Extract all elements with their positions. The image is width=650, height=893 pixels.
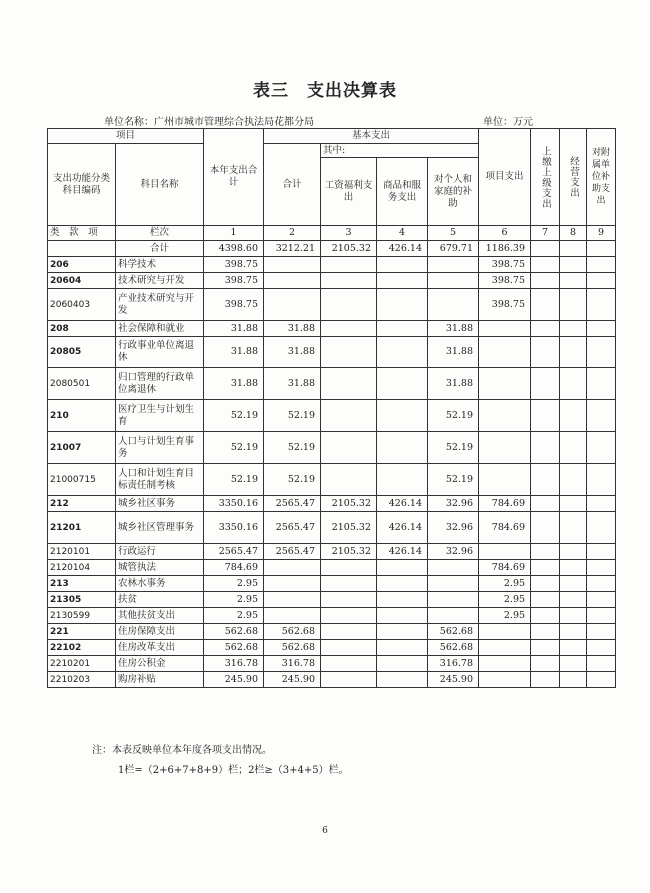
col-num: 3: [321, 226, 377, 241]
row-value-c4: [377, 608, 428, 624]
row-value-c3: [321, 337, 377, 368]
row-subject-name: 城管执法: [116, 560, 204, 576]
row-value-c4: [377, 368, 428, 400]
row-value-c6: 2.95: [479, 592, 531, 608]
row-value-c8: [560, 560, 587, 576]
row-value-c8: [560, 624, 587, 640]
row-value-c8: [560, 368, 587, 400]
row-value-c7: [531, 608, 560, 624]
header-project: 项目支出: [479, 129, 531, 226]
row-value-c3: [321, 560, 377, 576]
row-value-c4: 426.14: [377, 512, 428, 544]
row-value-c4: [377, 672, 428, 688]
total-value: 3212.21: [264, 241, 321, 257]
header-basic-expense: 基本支出: [264, 129, 479, 144]
row-value-c4: [377, 321, 428, 337]
row-value-c3: 2105.32: [321, 496, 377, 512]
row-code: 221: [48, 624, 116, 640]
row-value-c8: [560, 656, 587, 672]
row-value-c9: [587, 608, 616, 624]
row-value-c6: [479, 337, 531, 368]
table-row: [48, 640, 616, 656]
header-subject-name: 科目名称: [116, 144, 204, 226]
table-row: [48, 656, 616, 672]
header-among: 其中:: [321, 144, 479, 158]
row-code: 206: [48, 257, 116, 273]
row-value-c6: 2.95: [479, 608, 531, 624]
row-value-c2: 52.19: [264, 464, 321, 496]
row-value-c5: 31.88: [428, 321, 479, 337]
row-value-c4: [377, 257, 428, 273]
total-value: [587, 241, 616, 257]
row-value-c1: 2565.47: [204, 544, 264, 560]
row-value-c7: [531, 400, 560, 432]
row-value-c2: 2565.47: [264, 512, 321, 544]
row-value-c3: [321, 464, 377, 496]
row-value-c8: [560, 273, 587, 289]
row-value-c2: 245.90: [264, 672, 321, 688]
row-value-c6: [479, 368, 531, 400]
row-value-c2: [264, 608, 321, 624]
row-value-c2: [264, 273, 321, 289]
row-value-c1: 2.95: [204, 592, 264, 608]
table-row: [48, 496, 616, 512]
row-value-c6: [479, 624, 531, 640]
row-value-c9: [587, 496, 616, 512]
row-value-c6: 784.69: [479, 496, 531, 512]
row-value-c4: [377, 464, 428, 496]
row-code: 2120101: [48, 544, 116, 560]
row-value-c5: 52.19: [428, 432, 479, 464]
row-value-c3: [321, 672, 377, 688]
row-subject-name: 农林水事务: [116, 576, 204, 592]
row-value-c8: [560, 512, 587, 544]
row-value-c7: [531, 289, 560, 321]
row-value-c2: 562.68: [264, 640, 321, 656]
row-value-c4: [377, 432, 428, 464]
table-row: [48, 432, 616, 464]
row-value-c5: 562.68: [428, 624, 479, 640]
col-num: 8: [560, 226, 587, 241]
row-value-c3: [321, 321, 377, 337]
row-value-c8: [560, 640, 587, 656]
row-value-c8: [560, 672, 587, 688]
row-value-c2: 52.19: [264, 432, 321, 464]
table-row: [48, 592, 616, 608]
table-body: [48, 257, 616, 688]
row-subject-name: 城乡社区事务: [116, 496, 204, 512]
row-value-c9: [587, 512, 616, 544]
row-value-c3: [321, 608, 377, 624]
header-subsidy: 对附属单位补助支出: [587, 129, 616, 226]
row-value-c5: 562.68: [428, 640, 479, 656]
row-value-c9: [587, 289, 616, 321]
row-value-c7: [531, 432, 560, 464]
row-value-c5: [428, 608, 479, 624]
row-value-c7: [531, 368, 560, 400]
total-value: 1186.39: [479, 241, 531, 257]
row-value-c9: [587, 624, 616, 640]
row-code: 208: [48, 321, 116, 337]
row-value-c4: 426.14: [377, 496, 428, 512]
row-value-c6: 398.75: [479, 257, 531, 273]
header-personal: 对个人和家庭的补助: [428, 158, 479, 226]
row-value-c8: [560, 400, 587, 432]
col-num: 1: [204, 226, 264, 241]
row-value-c4: [377, 640, 428, 656]
col-num: 7: [531, 226, 560, 241]
row-value-c1: 245.90: [204, 672, 264, 688]
row-code: 2060403: [48, 289, 116, 321]
row-subject-name: 人口与计划生育事务: [116, 432, 204, 464]
total-value: 426.14: [377, 241, 428, 257]
page-number: 6: [322, 826, 328, 836]
row-value-c1: 562.68: [204, 624, 264, 640]
row-value-c6: 398.75: [479, 289, 531, 321]
row-code: 2210203: [48, 672, 116, 688]
row-value-c5: [428, 576, 479, 592]
total-value: [560, 241, 587, 257]
table-row: [48, 608, 616, 624]
row-value-c9: [587, 257, 616, 273]
row-subject-name: 行政事业单位离退休: [116, 337, 204, 368]
table-row: [48, 337, 616, 368]
col-num: 4: [377, 226, 428, 241]
row-value-c4: 426.14: [377, 544, 428, 560]
row-subject-name: 医疗卫生与计划生育: [116, 400, 204, 432]
row-subject-name: 行政运行: [116, 544, 204, 560]
row-code: 2120104: [48, 560, 116, 576]
row-value-c3: [321, 592, 377, 608]
row-subject-name: 其他扶贫支出: [116, 608, 204, 624]
row-subject-name: 产业技术研究与开发: [116, 289, 204, 321]
row-value-c2: 2565.47: [264, 496, 321, 512]
header-subtotal: 合计: [264, 144, 321, 226]
row-value-c7: [531, 672, 560, 688]
row-value-c1: 31.88: [204, 321, 264, 337]
note-line-2: 1栏=（2+6+7+8+9）栏；2栏≥（3+4+5）栏。: [118, 765, 349, 776]
row-value-c4: [377, 576, 428, 592]
row-value-c3: [321, 273, 377, 289]
expenditure-table: [47, 128, 616, 688]
row-value-c8: [560, 544, 587, 560]
row-value-c5: [428, 289, 479, 321]
row-subject-name: 技术研究与开发: [116, 273, 204, 289]
header-code: 支出功能分类科目编码: [48, 144, 116, 226]
row-value-c9: [587, 656, 616, 672]
row-value-c3: [321, 656, 377, 672]
row-value-c1: 3350.16: [204, 496, 264, 512]
row-value-c7: [531, 560, 560, 576]
row-value-c3: 2105.32: [321, 544, 377, 560]
row-code: 21201: [48, 512, 116, 544]
header-remit: 上缴上级支出: [531, 129, 560, 226]
row-value-c4: [377, 592, 428, 608]
row-code: 21007: [48, 432, 116, 464]
row-value-c5: [428, 257, 479, 273]
row-value-c9: [587, 368, 616, 400]
row-value-c2: [264, 257, 321, 273]
row-value-c2: 316.78: [264, 656, 321, 672]
row-value-c7: [531, 496, 560, 512]
row-value-c6: 398.75: [479, 273, 531, 289]
row-code: 213: [48, 576, 116, 592]
row-value-c3: [321, 640, 377, 656]
row-value-c9: [587, 273, 616, 289]
table-row: [48, 576, 616, 592]
row-value-c9: [587, 640, 616, 656]
row-value-c2: 2565.47: [264, 544, 321, 560]
row-subject-name: 扶贫: [116, 592, 204, 608]
total-label: 合计: [116, 241, 204, 257]
table-row: [48, 464, 616, 496]
row-value-c4: [377, 337, 428, 368]
row-value-c1: 784.69: [204, 560, 264, 576]
row-value-c6: [479, 672, 531, 688]
row-value-c8: [560, 608, 587, 624]
row-value-c8: [560, 576, 587, 592]
row-value-c3: [321, 432, 377, 464]
row-code: 20604: [48, 273, 116, 289]
row-value-c2: [264, 576, 321, 592]
row-value-c9: [587, 400, 616, 432]
row-value-c2: 31.88: [264, 321, 321, 337]
row-value-c6: [479, 321, 531, 337]
row-value-c6: [479, 544, 531, 560]
row-value-c8: [560, 289, 587, 321]
row-value-c1: 562.68: [204, 640, 264, 656]
table-row: [48, 289, 616, 321]
total-value: 4398.60: [204, 241, 264, 257]
row-code: 22102: [48, 640, 116, 656]
row-value-c4: [377, 656, 428, 672]
row-value-c5: 32.96: [428, 496, 479, 512]
row-subject-name: 购房补贴: [116, 672, 204, 688]
total-value: [531, 241, 560, 257]
row-value-c7: [531, 512, 560, 544]
row-value-c7: [531, 257, 560, 273]
unit-name: 单位名称：广州市城市管理综合执法局花都分局: [104, 117, 314, 128]
row-value-c8: [560, 321, 587, 337]
row-value-c3: 2105.32: [321, 512, 377, 544]
row-value-c6: [479, 432, 531, 464]
row-value-c9: [587, 432, 616, 464]
row-value-c7: [531, 656, 560, 672]
row-value-c7: [531, 544, 560, 560]
row-value-c9: [587, 560, 616, 576]
row-value-c8: [560, 496, 587, 512]
currency-unit: 单位：万元: [483, 117, 533, 128]
row-code: 2210201: [48, 656, 116, 672]
row-value-c5: [428, 273, 479, 289]
row-subject-name: 社会保障和就业: [116, 321, 204, 337]
header-year-total: 本年支出合计: [204, 129, 264, 226]
row-value-c1: 52.19: [204, 432, 264, 464]
row-value-c2: 52.19: [264, 400, 321, 432]
row-code: 2080501: [48, 368, 116, 400]
row-code: 210: [48, 400, 116, 432]
row-subject-name: 城乡社区管理事务: [116, 512, 204, 544]
row-value-c6: [479, 640, 531, 656]
table-row: [48, 273, 616, 289]
header-business: 经营支出: [560, 129, 587, 226]
row-value-c9: [587, 544, 616, 560]
row-value-c1: 3350.16: [204, 512, 264, 544]
total-value: 2105.32: [321, 241, 377, 257]
row-value-c9: [587, 337, 616, 368]
note-line-1: 注：本表反映单位本年度各项支出情况。: [92, 745, 272, 756]
row-value-c9: [587, 464, 616, 496]
row-value-c2: [264, 592, 321, 608]
row-code: 21305: [48, 592, 116, 608]
row-value-c7: [531, 640, 560, 656]
row-code: 20805: [48, 337, 116, 368]
row-value-c2: 31.88: [264, 368, 321, 400]
row-value-c2: [264, 289, 321, 321]
row-value-c1: 398.75: [204, 273, 264, 289]
row-value-c3: [321, 624, 377, 640]
row-value-c5: 316.78: [428, 656, 479, 672]
row-value-c8: [560, 432, 587, 464]
row-value-c3: [321, 289, 377, 321]
table-row: [48, 560, 616, 576]
row-value-c5: [428, 592, 479, 608]
row-subject-name: 住房公积金: [116, 656, 204, 672]
row-value-c5: 52.19: [428, 464, 479, 496]
row-value-c9: [587, 321, 616, 337]
header-salary: 工资福利支出: [321, 158, 377, 226]
row-value-c2: 562.68: [264, 624, 321, 640]
row-value-c3: [321, 257, 377, 273]
row-value-c5: 245.90: [428, 672, 479, 688]
row-value-c9: [587, 592, 616, 608]
row-value-c6: 784.69: [479, 560, 531, 576]
row-value-c9: [587, 576, 616, 592]
row-value-c6: [479, 464, 531, 496]
row-value-c7: [531, 624, 560, 640]
row-value-c1: 52.19: [204, 400, 264, 432]
total-value: 679.71: [428, 241, 479, 257]
row-value-c7: [531, 273, 560, 289]
row-value-c8: [560, 464, 587, 496]
row-value-c4: [377, 560, 428, 576]
row-value-c7: [531, 576, 560, 592]
row-value-c1: 316.78: [204, 656, 264, 672]
row-value-c1: 52.19: [204, 464, 264, 496]
row-value-c4: [377, 400, 428, 432]
header-lei-kuan-xiang: 类 款 项: [48, 226, 116, 241]
table-row: [48, 544, 616, 560]
row-code: 21000715: [48, 464, 116, 496]
table-row: [48, 512, 616, 544]
row-value-c2: [264, 560, 321, 576]
table-row: [48, 368, 616, 400]
page-title: 表三 支出决算表: [253, 81, 397, 101]
row-value-c5: 31.88: [428, 337, 479, 368]
row-value-c7: [531, 464, 560, 496]
row-value-c3: [321, 368, 377, 400]
col-num: 6: [479, 226, 531, 241]
row-subject-name: 归口管理的行政单位离退休: [116, 368, 204, 400]
row-value-c1: 398.75: [204, 257, 264, 273]
row-value-c8: [560, 337, 587, 368]
row-value-c7: [531, 592, 560, 608]
row-value-c3: [321, 576, 377, 592]
row-value-c5: 32.96: [428, 512, 479, 544]
row-value-c5: 31.88: [428, 368, 479, 400]
row-value-c1: 2.95: [204, 576, 264, 592]
row-subject-name: 住房保障支出: [116, 624, 204, 640]
table-row: [48, 321, 616, 337]
row-value-c8: [560, 592, 587, 608]
row-value-c1: 398.75: [204, 289, 264, 321]
row-code: 212: [48, 496, 116, 512]
header-column-no: 栏次: [116, 226, 204, 241]
row-subject-name: 住房改革支出: [116, 640, 204, 656]
row-value-c3: [321, 400, 377, 432]
row-value-c9: [587, 672, 616, 688]
row-value-c4: [377, 624, 428, 640]
row-value-c2: 31.88: [264, 337, 321, 368]
row-value-c6: 2.95: [479, 576, 531, 592]
row-value-c1: 31.88: [204, 337, 264, 368]
row-value-c6: [479, 400, 531, 432]
row-subject-name: 科学技术: [116, 257, 204, 273]
header-goods: 商品和服务支出: [377, 158, 428, 226]
row-value-c5: 52.19: [428, 400, 479, 432]
col-num: 2: [264, 226, 321, 241]
row-value-c1: 31.88: [204, 368, 264, 400]
table-row: [48, 400, 616, 432]
row-value-c5: [428, 560, 479, 576]
row-value-c4: [377, 273, 428, 289]
total-code-cell: [48, 241, 116, 257]
header-item: 项目: [48, 129, 204, 144]
row-code: 2130599: [48, 608, 116, 624]
col-num: 9: [587, 226, 616, 241]
row-value-c4: [377, 289, 428, 321]
col-num: 5: [428, 226, 479, 241]
table-row: [48, 257, 616, 273]
table-row: [48, 624, 616, 640]
row-value-c1: 2.95: [204, 608, 264, 624]
row-value-c5: 32.96: [428, 544, 479, 560]
row-value-c6: [479, 656, 531, 672]
row-value-c7: [531, 337, 560, 368]
row-subject-name: 人口和计划生育目标责任制考核: [116, 464, 204, 496]
row-value-c6: 784.69: [479, 512, 531, 544]
row-value-c8: [560, 257, 587, 273]
row-value-c7: [531, 321, 560, 337]
table-row: [48, 672, 616, 688]
